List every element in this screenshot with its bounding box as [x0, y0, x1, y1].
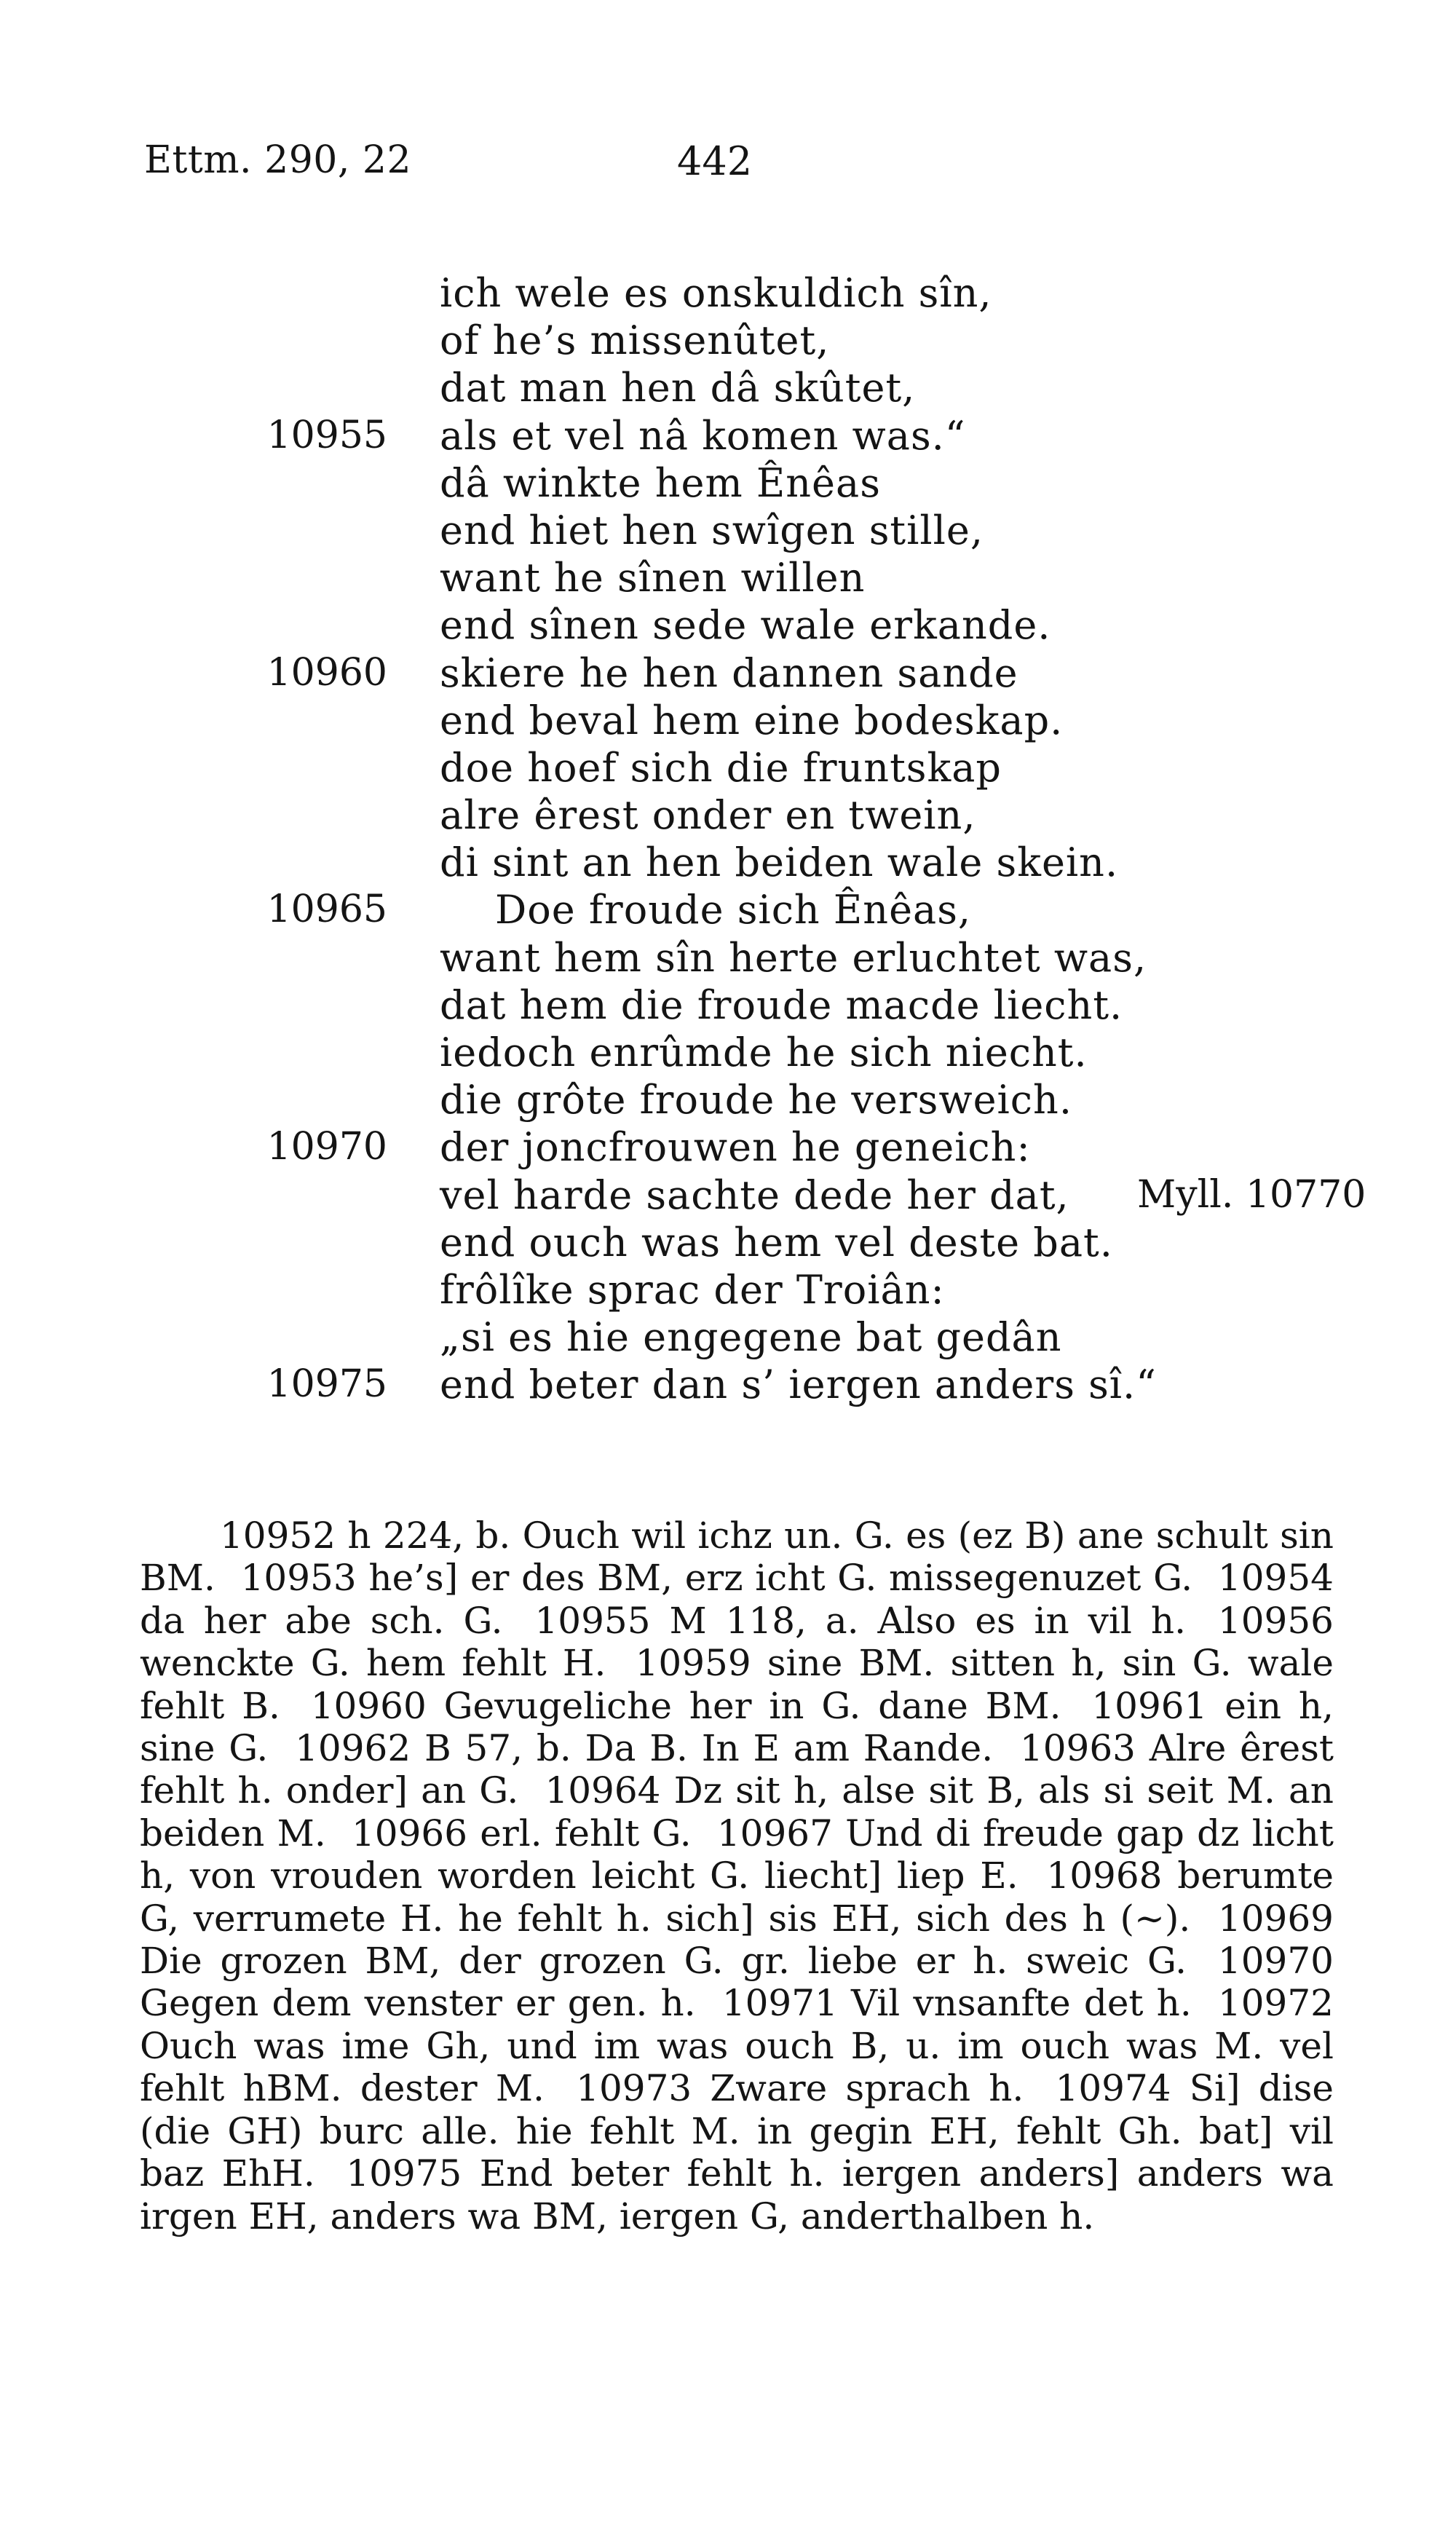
verse-line	[0, 1314, 1456, 1361]
apparatus-paragraph	[140, 1514, 1334, 2237]
page-header	[0, 138, 1456, 189]
verse-text: „si es hie engegene bat gedân	[440, 1314, 1062, 1361]
verse-block	[0, 269, 1456, 1409]
apparatus-entry: 10968 berumte G, verrumete H. he fehlt h. sich] sis EH, sich des h (∼).	[140, 1854, 1334, 1940]
verse-text: ich wele es onskuldich sîn,	[440, 270, 992, 316]
verse-text: doe hoef sich die fruntskap	[440, 744, 1002, 791]
verse-line	[0, 1266, 1456, 1314]
verse-line	[0, 601, 1456, 649]
verse-text: end beter dan s’ iergen anders sî.“	[440, 1362, 1157, 1408]
critical-apparatus	[140, 1514, 1334, 2237]
apparatus-entry: 10975 End beter fehlt h. iergen anders] anders wa irgen EH, anders wa BM, iergen G, anderthalben h.	[140, 2152, 1334, 2237]
verse-text: als et vel nâ komen was.“	[440, 412, 966, 459]
margin-reference: Myll. 10770	[1137, 1172, 1366, 1217]
apparatus-entry: 10967 Und di freude gap dz licht h, von vrouden worden leicht G. liecht] liep E.	[140, 1812, 1334, 1897]
verse-text: of he’s missenûtet,	[440, 317, 830, 364]
verse-line	[0, 1123, 1456, 1171]
verse-number: 10970	[266, 1125, 387, 1169]
verse-line	[0, 364, 1456, 411]
verse-text: die grôte froude he versweich.	[440, 1077, 1072, 1123]
verse-line	[0, 886, 1456, 933]
verse-text: dat hem die froude macde liecht.	[440, 981, 1123, 1028]
apparatus-entry: 10970 Gegen dem venster er gen. h.	[140, 1940, 1334, 2025]
verse-text: Doe froude sich Ênêas,	[495, 887, 972, 933]
verse-text: end hiet hen swîgen stille,	[440, 507, 984, 553]
verse-number: 10955	[266, 413, 387, 457]
verse-text: end sînen sede wale erkande.	[440, 602, 1051, 649]
verse-line	[0, 507, 1456, 554]
apparatus-entry: 10973 Zware sprach h.	[576, 2067, 1024, 2110]
verse-text: dat man hen dâ skûtet,	[440, 365, 916, 411]
apparatus-entry: 10959 sine BM. sitten h, sin G. wale fehlt B.	[140, 1642, 1334, 1727]
verse-text: frôlîke sprac der Troiân:	[440, 1266, 945, 1313]
verse-text: end beval hem eine bodeskap.	[440, 697, 1064, 743]
verse-line	[0, 1172, 1456, 1219]
apparatus-entry: 10956 wenckte G. hem fehlt H.	[140, 1599, 1334, 1685]
verse-line	[0, 981, 1456, 1029]
apparatus-entry: 10962 B 57, b. Da B. In E am Rande.	[295, 1727, 994, 1770]
verse-text: dâ winkte hem Ênêas	[440, 459, 881, 506]
apparatus-entry: 10964 Dz sit h, alse sit B, als si seit M. an beiden M.	[140, 1769, 1334, 1854]
verse-number: 10965	[266, 888, 387, 932]
apparatus-entry: 10954 da her abe sch. G.	[140, 1557, 1334, 1642]
verse-line	[0, 1076, 1456, 1123]
verse-line	[0, 697, 1456, 744]
verse-text: iedoch enrûmde he sich niecht.	[440, 1030, 1088, 1075]
apparatus-entry: 10966 erl. fehlt G.	[351, 1812, 692, 1854]
verse-line	[0, 317, 1456, 364]
apparatus-entry: 10971 Vil vnsanfte det h.	[721, 1982, 1192, 2025]
apparatus-entry: 10969 Die grozen BM, der grozen G. gr. liebe er h. sweic G.	[140, 1897, 1334, 1983]
verse-text: end ouch was hem vel deste bat.	[440, 1219, 1113, 1265]
verse-number: 10960	[266, 650, 387, 695]
verse-text: der joncfrouwen he geneich:	[440, 1124, 1031, 1171]
verse-number: 10975	[266, 1362, 387, 1407]
apparatus-entry: 10963 Alre êrest fehlt h. onder] an G.	[140, 1727, 1334, 1812]
verse-line	[0, 744, 1456, 791]
verse-text: want hem sîn herte erluchtet was,	[440, 934, 1147, 981]
verse-text: vel harde sachte dede her dat,	[440, 1172, 1069, 1218]
verse-line	[0, 1219, 1456, 1266]
verse-line	[0, 1029, 1456, 1076]
verse-line	[0, 791, 1456, 839]
verse-line	[0, 934, 1456, 981]
verse-text: alre êrest onder en twein,	[440, 792, 976, 839]
verse-line	[0, 649, 1456, 697]
apparatus-entry: 10955 M 118, a. Also es in vil h.	[534, 1599, 1186, 1642]
apparatus-entry: 10953 he’s] er des BM, erz icht G. missegenuzet G.	[240, 1557, 1193, 1600]
verse-text: di sint an hen beiden wale skein.	[440, 840, 1119, 886]
verse-text: want he sînen willen	[440, 555, 866, 601]
apparatus-entry: 10972 Ouch was ime Gh, und im was ouch B, u. im ouch was M. vel fehlt hBM. dester M.	[140, 1982, 1334, 2110]
apparatus-entry: 10961 ein h, sine G.	[140, 1684, 1334, 1770]
apparatus-entry: 10960 Gevugeliche her in G. dane BM.	[310, 1684, 1061, 1727]
verse-line	[0, 269, 1456, 317]
verse-line	[0, 412, 1456, 459]
source-reference: Ettm. 290, 22	[144, 138, 412, 182]
verse-text: skiere he hen dannen sande	[440, 649, 1018, 696]
verse-line	[0, 554, 1456, 601]
verse-line	[0, 839, 1456, 886]
verse-line	[0, 1361, 1456, 1408]
apparatus-entry: 10952 h 224, b. Ouch wil ichz un. G. es (ez B) ane schult sin BM.	[140, 1514, 1334, 1600]
apparatus-entry: 10974 Si] dise (die GH) burc alle. hie fehlt M. in gegin EH, fehlt Gh. bat] vil baz EhH.	[140, 2067, 1334, 2195]
verse-line	[0, 459, 1456, 507]
page-number: 442	[677, 138, 753, 184]
